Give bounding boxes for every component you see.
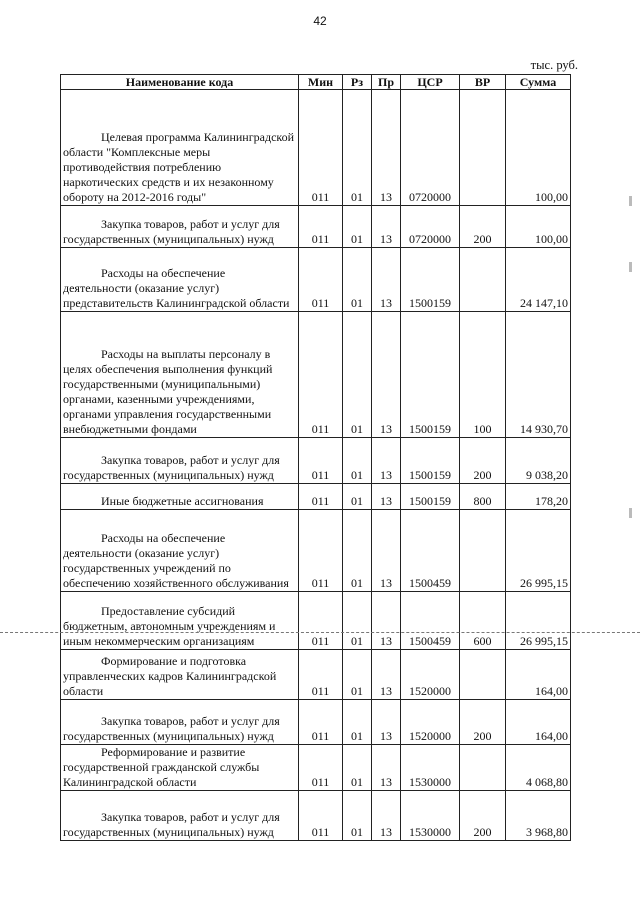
row-pr: 13 bbox=[372, 745, 401, 791]
row-sum: 14 930,70 bbox=[506, 312, 571, 438]
scan-edge-mark bbox=[629, 262, 632, 272]
row-csr: 1500159 bbox=[401, 438, 460, 484]
row-csr: 1500159 bbox=[401, 312, 460, 438]
row-vr: 800 bbox=[460, 484, 506, 510]
row-csr: 1500159 bbox=[401, 248, 460, 312]
row-min: 011 bbox=[299, 312, 343, 438]
row-name: Целевая программа Калининградской области "Комплексные меры противодействия потреблению наркотических средств и их незаконному обороту на 2012-2016 годы" bbox=[63, 130, 295, 204]
row-pr: 13 bbox=[372, 650, 401, 700]
row-rz: 01 bbox=[343, 510, 372, 592]
row-vr bbox=[460, 510, 506, 592]
row-csr: 0720000 bbox=[401, 206, 460, 248]
row-name: Закупка товаров, работ и услуг для государственных (муниципальных) нужд bbox=[63, 714, 280, 743]
header-pr: Пр bbox=[372, 75, 401, 90]
row-rz: 01 bbox=[343, 745, 372, 791]
row-name-cell bbox=[61, 650, 299, 700]
row-rz: 01 bbox=[343, 438, 372, 484]
row-sum: 26 995,15 bbox=[506, 592, 571, 650]
row-name: Закупка товаров, работ и услуг для государственных (муниципальных) нужд bbox=[63, 217, 280, 246]
row-sum: 4 068,80 bbox=[506, 745, 571, 791]
row-name-cell bbox=[61, 592, 299, 650]
row-min: 011 bbox=[299, 592, 343, 650]
row-name: Формирование и подготовка управленческих кадров Калининградской области bbox=[63, 654, 277, 698]
row-pr: 13 bbox=[372, 312, 401, 438]
row-csr: 1520000 bbox=[401, 650, 460, 700]
row-name: Закупка товаров, работ и услуг для государственных (муниципальных) нужд bbox=[63, 810, 280, 839]
row-csr: 1500159 bbox=[401, 484, 460, 510]
row-name-cell bbox=[61, 312, 299, 438]
row-rz: 01 bbox=[343, 206, 372, 248]
row-csr: 1520000 bbox=[401, 700, 460, 745]
row-sum: 178,20 bbox=[506, 484, 571, 510]
header-csr: ЦСР bbox=[401, 75, 460, 90]
header-vr: ВР bbox=[460, 75, 506, 90]
row-csr: 1500459 bbox=[401, 510, 460, 592]
table-row bbox=[61, 592, 571, 650]
row-sum: 164,00 bbox=[506, 700, 571, 745]
row-vr bbox=[460, 745, 506, 791]
row-pr: 13 bbox=[372, 510, 401, 592]
table-header-row bbox=[61, 75, 571, 90]
row-pr: 13 bbox=[372, 700, 401, 745]
table-body bbox=[61, 90, 571, 841]
row-min: 011 bbox=[299, 248, 343, 312]
table-row bbox=[61, 650, 571, 700]
row-pr: 13 bbox=[372, 248, 401, 312]
row-name-cell bbox=[61, 484, 299, 510]
row-pr: 13 bbox=[372, 90, 401, 206]
row-sum: 24 147,10 bbox=[506, 248, 571, 312]
row-name-cell bbox=[61, 438, 299, 484]
header-name: Наименование кода bbox=[61, 75, 299, 90]
row-min: 011 bbox=[299, 90, 343, 206]
row-pr: 13 bbox=[372, 592, 401, 650]
table-row bbox=[61, 312, 571, 438]
row-name-cell bbox=[61, 791, 299, 841]
row-pr: 13 bbox=[372, 206, 401, 248]
row-name-cell bbox=[61, 745, 299, 791]
row-name: Расходы на выплаты персоналу в целях обеспечения выполнения функций государственными (муниципальными) органами, казенными учреждениями, органами управления государственными внебюджетными фондами bbox=[63, 347, 273, 436]
row-min: 011 bbox=[299, 206, 343, 248]
table-row bbox=[61, 510, 571, 592]
row-pr: 13 bbox=[372, 791, 401, 841]
row-name-cell bbox=[61, 700, 299, 745]
row-min: 011 bbox=[299, 700, 343, 745]
row-sum: 26 995,15 bbox=[506, 510, 571, 592]
row-min: 011 bbox=[299, 484, 343, 510]
row-pr: 13 bbox=[372, 438, 401, 484]
row-rz: 01 bbox=[343, 484, 372, 510]
table-row bbox=[61, 248, 571, 312]
table-row bbox=[61, 484, 571, 510]
row-vr: 200 bbox=[460, 206, 506, 248]
row-csr: 1500459 bbox=[401, 592, 460, 650]
table-row bbox=[61, 206, 571, 248]
row-vr: 200 bbox=[460, 438, 506, 484]
row-rz: 01 bbox=[343, 90, 372, 206]
row-rz: 01 bbox=[343, 650, 372, 700]
row-vr: 100 bbox=[460, 312, 506, 438]
row-vr: 600 bbox=[460, 592, 506, 650]
page-number: 42 bbox=[313, 14, 327, 28]
units-label: тыс. руб. bbox=[530, 58, 578, 72]
scan-edge-mark bbox=[629, 508, 632, 518]
row-pr: 13 bbox=[372, 484, 401, 510]
row-csr: 1530000 bbox=[401, 791, 460, 841]
table-row bbox=[61, 90, 571, 206]
header-sum: Сумма bbox=[506, 75, 571, 90]
table-row bbox=[61, 700, 571, 745]
header-rz: Рз bbox=[343, 75, 372, 90]
row-csr: 0720000 bbox=[401, 90, 460, 206]
row-min: 011 bbox=[299, 650, 343, 700]
row-sum: 9 038,20 bbox=[506, 438, 571, 484]
scan-line bbox=[0, 632, 640, 633]
row-name-cell bbox=[61, 248, 299, 312]
row-vr: 200 bbox=[460, 791, 506, 841]
row-name-cell bbox=[61, 510, 299, 592]
row-name: Предоставление субсидий бюджетным, автономным учреждениям и иным некоммерческим организациям bbox=[63, 604, 276, 648]
row-min: 011 bbox=[299, 745, 343, 791]
budget-table bbox=[60, 74, 571, 841]
row-rz: 01 bbox=[343, 248, 372, 312]
row-name-cell bbox=[61, 206, 299, 248]
table-row bbox=[61, 438, 571, 484]
scan-edge-mark bbox=[629, 196, 632, 206]
row-csr: 1530000 bbox=[401, 745, 460, 791]
row-sum: 100,00 bbox=[506, 206, 571, 248]
row-vr bbox=[460, 248, 506, 312]
row-sum: 100,00 bbox=[506, 90, 571, 206]
row-name: Реформирование и развитие государственной гражданской службы Калининградской области bbox=[63, 745, 260, 789]
row-vr bbox=[460, 90, 506, 206]
row-min: 011 bbox=[299, 510, 343, 592]
row-name-cell bbox=[61, 90, 299, 206]
row-sum: 3 968,80 bbox=[506, 791, 571, 841]
row-name: Расходы на обеспечение деятельности (оказание услуг) представительств Калининградской области bbox=[63, 266, 290, 310]
row-rz: 01 bbox=[343, 700, 372, 745]
row-min: 011 bbox=[299, 791, 343, 841]
row-min: 011 bbox=[299, 438, 343, 484]
table-row bbox=[61, 745, 571, 791]
row-vr: 200 bbox=[460, 700, 506, 745]
row-rz: 01 bbox=[343, 312, 372, 438]
row-rz: 01 bbox=[343, 791, 372, 841]
header-min: Мин bbox=[299, 75, 343, 90]
row-name: Иные бюджетные ассигнования bbox=[101, 494, 264, 508]
table-row bbox=[61, 791, 571, 841]
row-sum: 164,00 bbox=[506, 650, 571, 700]
row-name: Расходы на обеспечение деятельности (оказание услуг) государственных учреждений по обеспечению хозяйственного обслуживания bbox=[63, 531, 289, 590]
row-rz: 01 bbox=[343, 592, 372, 650]
row-name: Закупка товаров, работ и услуг для государственных (муниципальных) нужд bbox=[63, 453, 280, 482]
row-vr bbox=[460, 650, 506, 700]
